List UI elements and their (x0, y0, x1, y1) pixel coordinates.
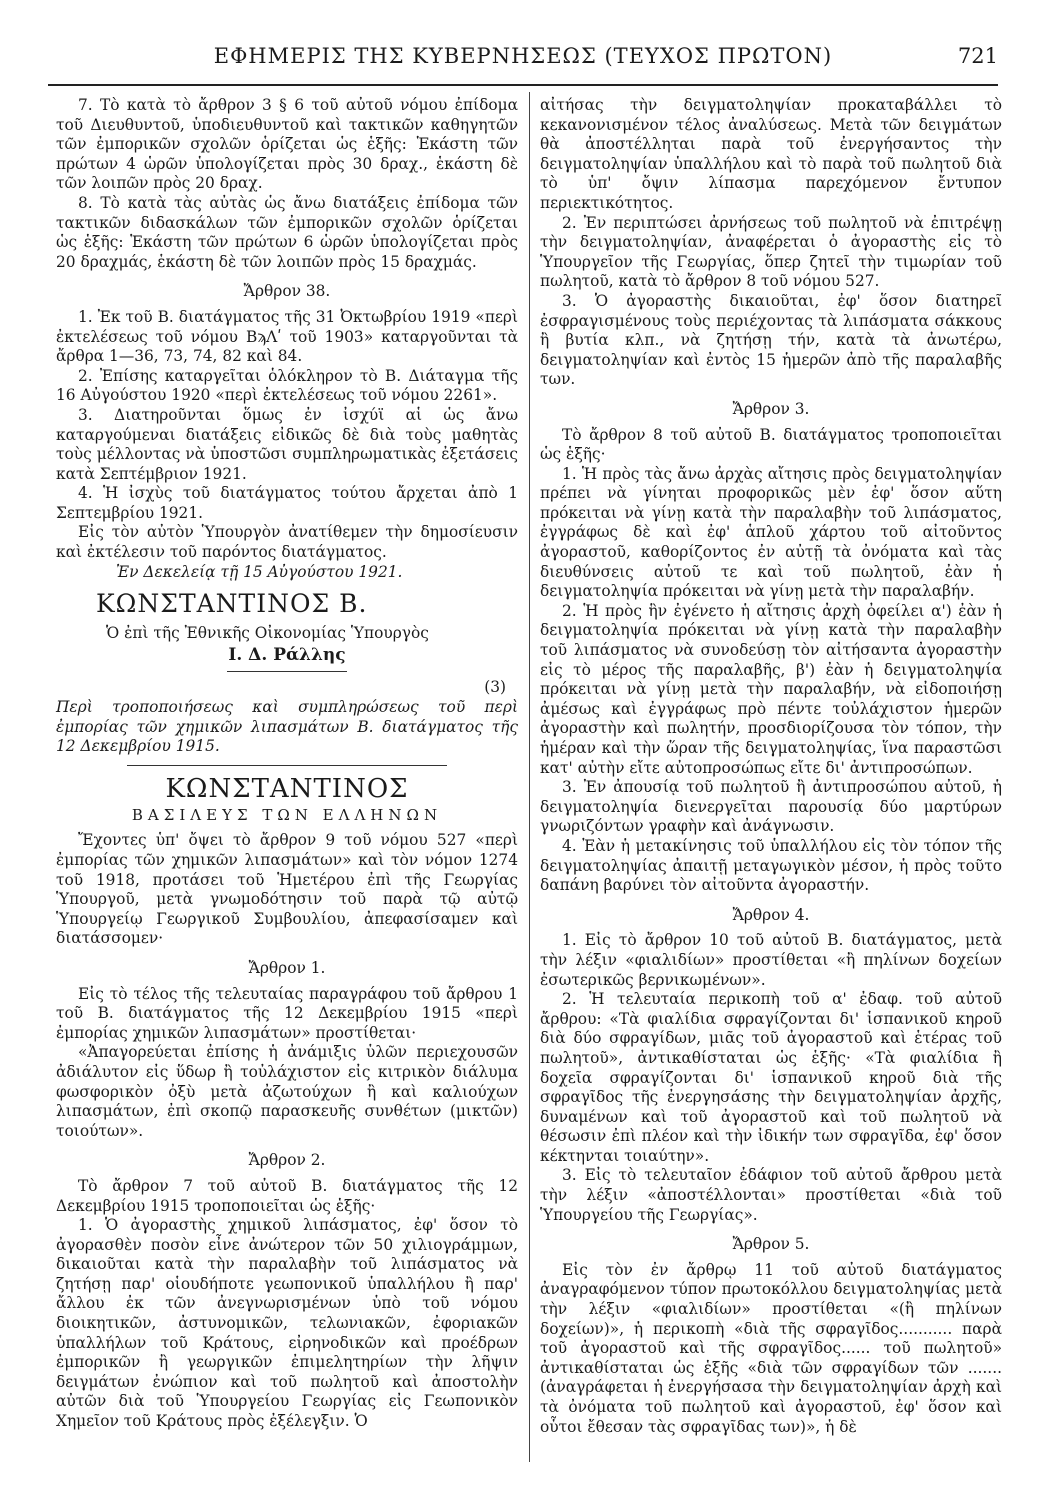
place-date: Ἐν Δεκελείᾳ τῇ 15 Αὐγούστου 1921. (116, 562, 403, 581)
page-number: 721 (957, 44, 998, 68)
article-38-paragraph-2: 2. Ἐπίσης καταργεῖται ὁλόκληρον τὸ Β. Διάταγμα τῆς 16 Αὐγούστου 1920 «περὶ ἐκτελέσεως τοῦ νόμου 2261». (56, 366, 518, 405)
decree-title: Περὶ τροποποιήσεως καὶ συμπληρώσεως τοῦ περὶ ἐμπορίας τῶν χημικῶν λιπασμάτων Β. διατάγματος τῆς 12 Δεκεμβρίου 1915. (56, 698, 518, 756)
article-38-paragraph-1: 1. Ἐκ τοῦ Β. διατάγματος τῆς 31 Ὀκτωβρίου 1919 «περὶ ἐκτελέσεως τοῦ νόμου ΒϡΛʹ τοῦ 1903» καταργοῦνται τὰ ἄρθρα 1—36, 73, 74, 82 καὶ 84. (56, 307, 518, 366)
article-3-paragraph-4: 4. Ἐὰν ἡ μετακίνησις τοῦ ὑπαλλήλου εἰς τὸν τόπον τῆς δειγματοληψίας ἀπαιτῇ μεταγωγικὸν μέσον, ἡ πρὸς τοῦτο δαπάνη βαρύνει τὸν αἰτοῦντα ἀγοραστήν. (540, 836, 1002, 895)
section-rule (227, 671, 347, 672)
article-2-heading: Ἄρθρον 2. (248, 1151, 326, 1170)
left-column (56, 96, 518, 1432)
article-5-heading: Ἄρθρον 5. (732, 1235, 810, 1254)
article-1-paragraph-2: «Ἀπαγορεύεται ἐπίσης ἡ ἀνάμιξις ὑλῶν περιεχουσῶν ἀδιάλυτον εἰς ὕδωρ ἢ τοὐλάχιστον εἰς κιτρικὸν διάλυμα φωσφορικὸν ὀξὺ μετὰ ἀζωτούχων ἢ καὶ καλιούχων λιπασμάτων, ἐπὶ σκοπῷ παρασκευῆς συνθέτων (μικτῶν) τοιούτων». (56, 1043, 518, 1140)
minister-title: Ὁ ἐπὶ τῆς Ἐθνικῆς Οἰκονομίας Ὑπουργὸς (106, 624, 429, 643)
right-column (540, 96, 1002, 1437)
preamble: Ἔχοντες ὑπ' ὄψει τὸ ἄρθρον 9 τοῦ νόμου 527 «περὶ ἐμπορίας τῶν χημικῶν λιπασμάτων» καὶ τὸν νόμον 1274 τοῦ 1918, προτάσει τοῦ Ἡμετέρου ἐπὶ τῆς Γεωργίας Ὑπουργοῦ, μετὰ γνωμοδότησιν τοῦ παρὰ τῷ αὐτῷ Ὑπουργείῳ Γεωργικοῦ Συμβουλίου, ἀπεφασίσαμεν καὶ διατάσσομεν· (56, 831, 518, 948)
article-4-paragraph-3: 3. Εἰς τὸ τελευταῖον ἐδάφιον τοῦ αὐτοῦ ἄρθρου μετὰ τὴν λέξιν «ἀποστέλλονται» προστίθεται «διὰ τοῦ Ὑπουργείου τῆς Γεωργίας». (540, 1166, 1002, 1224)
article-3-heading: Ἄρθρον 3. (732, 399, 810, 418)
article-38-paragraph-5: Εἰς τὸν αὐτὸν Ὑπουργὸν ἀνατίθεμεν τὴν δημοσίευσιν καὶ ἐκτέλεσιν τοῦ παρόντος διατάγματος. (56, 523, 518, 562)
article-3-paragraph-1: 1. Ἡ πρὸς τὰς ἄνω ἀρχὰς αἴτησις πρὸς δειγματοληψίαν πρέπει νὰ γίνηται προφορικῶς μὲν ἐφ' ὅσον αὕτη πρόκειται νὰ γίνῃ κατὰ τὴν παραλαβὴν τοῦ λιπάσματος, ἐγγράφως δὲ καὶ ἐφ' ἁπλοῦ χάρτου τοῦ αἰτοῦντος ἀγοραστοῦ, καθορίζοντος ἐν αὐτῇ τὰ ὀνόματα καὶ τὰς διευθύνσεις αὐτοῦ τε καὶ τοῦ πωλητοῦ, ἐὰν ἡ δειγματοληψία πρόκειται νὰ γίνῃ μετὰ τὴν παραλαβήν. (540, 464, 1002, 601)
article-3-intro: Τὸ ἄρθρον 8 τοῦ αὐτοῦ Β. διατάγματος τροποποιεῖται ὡς ἑξῆς· (540, 425, 1002, 464)
article-4-paragraph-1: 1. Εἰς τὸ ἄρθρον 10 τοῦ αὐτοῦ Β. διατάγματος, μετὰ τὴν λέξιν «φιαλιδίων» προστίθεται «ἢ πηλίνων δοχείων ἐσωτερικῶς βερνικωμένων». (540, 931, 1002, 989)
king-heading: ΚΩΝΣΤΑΝΤΙΝΟΣ (165, 773, 409, 804)
continued-paragraph: αἰτήσας τὴν δειγματοληψίαν προκαταβάλλει τὸ κεκανονισμένον τέλος ἀναλύσεως. Μετὰ τῶν δειγμάτων θὰ ἀποστέλληται παρὰ τοῦ ἐνεργήσαντος τὴν δειγματοληψίαν ὑπαλλήλου καὶ τὸ παρὰ τοῦ πωλητοῦ διὰ τὸ ὑπ' ὄψιν λίπασμα παρεχόμενον ἔντυπον περιεκτικότητος. (540, 96, 1002, 212)
header-rule (48, 84, 998, 86)
paragraph-7: 7. Τὸ κατὰ τὸ ἄρθρον 3 § 6 τοῦ αὐτοῦ νόμου ἐπίδομα τοῦ Διευθυντοῦ, ὑποδιευθυντοῦ καὶ τακτικῶν καθηγητῶν τῶν ἐμπορικῶν σχολῶν ὁρίζεται ὡς ἑξῆς: Ἑκάστη τῶν πρώτων 4 ὡρῶν ὑπολογίζεται πρὸς 30 δραχ., ἑκάστη δὲ τῶν λοιπῶν πρὸς 20 δραχ. (56, 96, 518, 193)
article-2-paragraph-1: Τὸ ἄρθρον 7 τοῦ αὐτοῦ Β. διατάγματος τῆς 12 Δεκεμβρίου 1915 τροποποιεῖται ὡς ἑξῆς· (56, 1176, 518, 1215)
article-38-paragraph-3: 3. Διατηροῦνται ὅμως ἐν ἰσχύϊ αἱ ὡς ἄνω καταργούμεναι διατάξεις εἰδικῶς δὲ διὰ τοὺς μαθητὰς τοὺς μέλλοντας νὰ ὑποστῶσι συμπληρωματικὰς ἐξετάσεις κατὰ Σεπτέμβριον 1921. (56, 405, 518, 483)
article-38-heading: Ἄρθρον 38. (243, 282, 331, 301)
article-4-paragraph-2: 2. Ἡ τελευταία περικοπὴ τοῦ α' ἐδαφ. τοῦ αὐτοῦ ἄρθρου: «Τὰ φιαλίδια σφραγίζονται δι' ἱσπανικοῦ κηροῦ διὰ δύο σφραγίδων, μιᾶς τοῦ ἀγοραστοῦ καὶ ἑτέρας τοῦ πωλητοῦ», ἀντικαθίσταται ὡς ἑξῆς· «Τὰ φιαλίδια ἢ δοχεῖα σφραγίζονται δι' ἱσπανικοῦ κηροῦ διὰ τῆς σφραγῖδος τῆς ἐνεργησάσης τὴν δειγματοληψίαν ἀρχῆς, δυναμένων καὶ τοῦ ἀγοραστοῦ καὶ τοῦ πωλητοῦ νὰ θέσωσιν ἐπὶ πλέον καὶ τὴν ἰδικήν των σφραγῖδα, ἐφ' ὅσον κέκτηνται τοιαύτην». (540, 990, 1002, 1165)
article-2-paragraph-4: 3. Ὁ ἀγοραστὴς δικαιοῦται, ἐφ' ὅσον διατηρεῖ ἐσφραγισμένους τοὺς περιέχοντας τὰ λιπάσματα σάκκους ἢ βυτία κλπ., νὰ ζητήσῃ τήν, κατὰ τὰ ἀνωτέρω, δειγματοληψίαν καὶ ἐντὸς 15 ἡμερῶν ἀπὸ τῆς παραλαβῆς των. (540, 291, 1002, 389)
paragraph-8: 8. Τὸ κατὰ τὰς αὐτὰς ὡς ἄνω διατάξεις ἐπίδομα τῶν τακτικῶν διδασκάλων τῶν ἐμπορικῶν σχολῶν ὁρίζεται ὡς ἑξῆς: Ἑκάστη τῶν πρώτων 6 ὡρῶν ὑπολογίζεται πρὸς 20 δραχμάς, ἑκάστη δὲ τῶν λοιπῶν πρὸς 15 δραχμάς. (56, 193, 518, 271)
minister-name: Ι. Δ. Ράλλης (228, 644, 346, 665)
column-divider (529, 92, 530, 1462)
article-2-paragraph-3: 2. Ἐν περιπτώσει ἀρνήσεως τοῦ πωλητοῦ νὰ ἐπιτρέψῃ τὴν δειγματοληψίαν, ἀναφέρεται ὁ ἀγοραστὴς εἰς τὸ Ὑπουργεῖον τῆς Γεωργίας, ὅπερ ζητεῖ τὴν τιμωρίαν τοῦ πωλητοῦ, κατὰ τὸ ἄρθρον 8 τοῦ νόμου 527. (540, 213, 1002, 291)
gazette-title: ΕΦΗΜΕΡΙΣ ΤΗΣ ΚΥΒΕΡΝΗΣΕΩΣ (ΤΕΥΧΟΣ ΠΡΩΤΟΝ) (213, 44, 833, 68)
article-4-heading: Ἄρθρον 4. (732, 905, 810, 924)
article-3-paragraph-3: 3. Ἐν ἀπουσίᾳ τοῦ πωλητοῦ ἢ ἀντιπροσώπου αὐτοῦ, ἡ δειγματοληψία διενεργεῖται παρουσίᾳ δύο μαρτύρων γνωριζόντων γραφὴν καὶ ἀνάγνωσιν. (540, 778, 1002, 836)
king-subheading: ΒΑΣΙΛΕΥΣ ΤΩΝ ΕΛΛΗΝΩΝ (131, 805, 443, 824)
decree-number: (3) (484, 678, 506, 697)
decree-rule (127, 765, 447, 766)
article-1-paragraph-1: Εἰς τὸ τέλος τῆς τελευταίας παραγράφου τοῦ ἄρθρου 1 τοῦ Β. διατάγματος τῆς 12 Δεκεμβρίου 1915 «περὶ ἐμπορίας χημικῶν λιπασμάτων» προστίθεται· (56, 984, 518, 1042)
article-38-paragraph-4: 4. Ἡ ἰσχὺς τοῦ διατάγματος τούτου ἄρχεται ἀπὸ 1 Σεπτεμβρίου 1921. (56, 484, 518, 522)
article-3-paragraph-2: 2. Ἡ πρὸς ἣν ἐγένετο ἡ αἴτησις ἀρχὴ ὀφείλει α') ἐὰν ἡ δειγματοληψία πρόκειται νὰ γίνῃ κατὰ τὴν παραλαβὴν τοῦ λιπάσματος νὰ συνοδεύσῃ τὸν αἰτήσαντα ἀγοραστὴν εἰς τὸ μέρος τῆς παραλαβῆς, β') ἐὰν ἡ δειγματοληψία πρόκειται νὰ γίνῃ μετὰ τὴν παραλαβήν, νὰ εἰδοποιήσῃ ἀμέσως καὶ ἐγγράφως πρὸ πέντε τοὐλάχιστον ἡμερῶν ἀγοραστὴν καὶ πωλητήν, προσδιορίζουσα τὸν τόπον, τὴν ἡμέραν καὶ τὴν ὥραν τῆς δειγματοληψίας, ἵνα παραστῶσι κατ' αὐτὴν εἴτε αὐτοπροσώπως εἴτε δι' ἀντιπροσώπων. (540, 601, 1002, 777)
article-5-paragraph-1: Εἰς τὸν ἐν ἄρθρῳ 11 τοῦ αὐτοῦ διατάγματος ἀναγραφόμενον τύπον πρωτοκόλλου δειγματοληψίας μετὰ τὴν λέξιν «φιαλιδίων» προστίθεται «(ἢ πηλίνων δοχείων)», ἡ περικοπὴ «διὰ τῆς σφραγῖδος........... παρὰ τοῦ ἀγοραστοῦ καὶ τῆς σφραγῖδος...... τοῦ πωλητοῦ» ἀντικαθίσταται ὡς ἑξῆς «διὰ τῶν σφραγίδων τῶν ....... (ἀναγράφεται ἡ ἐνεργήσασα τὴν δειγματοληψίαν ἀρχὴ καὶ τὰ ὀνόματα τοῦ πωλητοῦ καὶ ἀγοραστοῦ, ἐφ' ὅσον καὶ οὗτοι ἔθεσαν τὰς σφραγῖδας των)», ἡ δὲ (540, 1260, 1002, 1436)
page-header (48, 40, 998, 80)
article-1-heading: Ἄρθρον 1. (248, 958, 326, 977)
article-2-paragraph-2: 1. Ὁ ἀγοραστὴς χημικοῦ λιπάσματος, ἐφ' ὅσον τὸ ἀγορασθὲν ποσὸν εἶνε ἀνώτερον τῶν 50 χιλιογράμμων, δικαιοῦται κατὰ τὴν παραλαβὴν τοῦ λιπάσματος νὰ ζητήσῃ παρ' οἱουδήποτε γεωπονικοῦ ὑπαλλήλου ἢ παρ' ἄλλου ἐκ τῶν ἀνεγνωρισμένων ὑπὸ τοῦ νόμου διοικητικῶν, ἀστυνομικῶν, τελωνιακῶν, ἐφοριακῶν ὑπαλλήλων τοῦ Κράτους, εἰρηνοδικῶν καὶ προέδρων ἐμπορικῶν ἢ γεωργικῶν ἐπιμελητηρίων τὴν λῆψιν δειγμάτων ἐνώπιον καὶ τοῦ πωλητοῦ καὶ ἀποστολὴν αὐτῶν διὰ τοῦ Ὑπουργείου Γεωργίας εἰς Γεωπονικὸν Χημεῖον τοῦ Κράτους πρὸς ἐξέλεγξιν. Ὁ (56, 1216, 518, 1431)
king-signature: ΚΩΝΣΤΑΝΤΙΝΟΣ Β. (96, 589, 368, 619)
